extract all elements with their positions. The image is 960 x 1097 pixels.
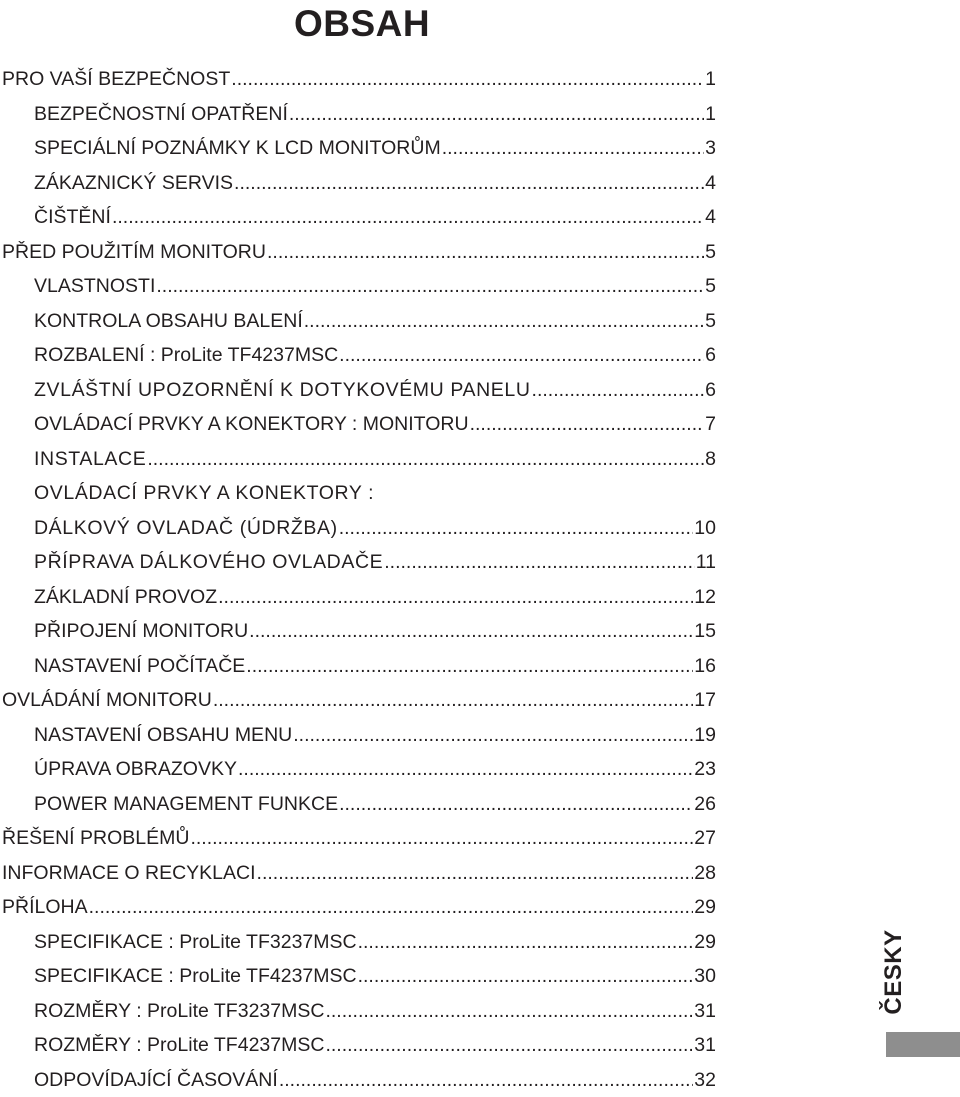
toc-entry-cisteni[interactable] <box>0 200 724 235</box>
dot-leader <box>470 407 705 442</box>
toc-entry-zakladni-provoz[interactable] <box>0 580 724 615</box>
toc-entry-priloha[interactable] <box>0 890 724 925</box>
toc-entry-rozmery-tf3237msc[interactable] <box>0 994 724 1029</box>
toc-entry-label: ČIŠTĚNÍ <box>34 200 111 235</box>
dot-leader <box>156 269 704 304</box>
toc-entry-label: OVLÁDACÍ PRVKY A KONEKTORY : <box>34 476 374 511</box>
toc-entry-page: 5 <box>705 269 724 304</box>
toc-entry-page: 32 <box>694 1063 724 1097</box>
dot-leader <box>532 373 705 408</box>
toc-entry-label: PŘÍPRAVA DÁLKOVÉHO OVLADAČE <box>34 545 383 580</box>
dot-leader <box>279 1063 693 1097</box>
toc-entry-label: SPECIÁLNÍ POZNÁMKY K LCD MONITORŮM <box>34 131 441 166</box>
toc-entry-page: 31 <box>694 1028 724 1063</box>
dot-leader <box>112 200 704 235</box>
toc-entry-label: DÁLKOVÝ OVLADAČ (ÚDRŽBA) <box>34 511 338 546</box>
dot-leader <box>218 580 693 615</box>
toc-entry-uprava-obrazovky[interactable] <box>0 752 724 787</box>
dot-leader <box>325 1028 693 1063</box>
toc-entry-page: 31 <box>694 994 724 1029</box>
language-tab-bar <box>886 1032 960 1057</box>
dot-leader <box>442 131 704 166</box>
dot-leader <box>293 718 693 753</box>
toc-entry-ovladaci-prvky-konektory[interactable] <box>0 476 724 511</box>
toc-entry-page: 6 <box>705 373 724 408</box>
dot-leader <box>339 511 694 546</box>
toc-entry-label: ROZBALENÍ : ProLite TF4237MSC <box>34 338 338 373</box>
toc-entry-label: ZÁKLADNÍ PROVOZ <box>34 580 217 615</box>
toc-entry-label: ŘEŠENÍ PROBLÉMŮ <box>2 821 189 856</box>
toc-entry-label: KONTROLA OBSAHU BALENÍ <box>34 304 303 339</box>
toc-entry-page: 28 <box>694 856 724 891</box>
dot-leader <box>89 890 694 925</box>
toc-entry-label: PŘIPOJENÍ MONITORU <box>34 614 248 649</box>
toc-entry-label: NASTAVENÍ OBSAHU MENU <box>34 718 292 753</box>
toc-entry-page: 4 <box>705 200 724 235</box>
language-tab-label: ČESKY <box>880 929 908 1014</box>
toc-entry-pro-vasi-bezpecnost[interactable] <box>0 62 724 97</box>
toc-entry-vlastnosti[interactable] <box>0 269 724 304</box>
toc-entry-label: PRO VAŠÍ BEZPEČNOST <box>2 62 230 97</box>
dot-leader <box>246 649 693 684</box>
toc-entry-dalkovy-ovladac-udrzba[interactable] <box>0 511 724 546</box>
toc-entry-page: 15 <box>694 614 724 649</box>
toc-entry-pripojeni-monitoru[interactable] <box>0 614 724 649</box>
toc-entry-page: 19 <box>694 718 724 753</box>
toc-entry-nastaveni-obsahu-menu[interactable] <box>0 718 724 753</box>
toc-entry-label: ÚPRAVA OBRAZOVKY <box>34 752 237 787</box>
dot-leader <box>339 787 693 822</box>
toc-entry-label: NASTAVENÍ POČÍTAČE <box>34 649 245 684</box>
page-title: OBSAH <box>0 2 724 46</box>
toc-entry-label: OVLÁDÁNÍ MONITORU <box>2 683 212 718</box>
toc-entry-page: 8 <box>705 442 724 477</box>
toc-entry-zvlastni-upozorneni[interactable] <box>0 373 724 408</box>
toc-entry-page: 12 <box>694 580 724 615</box>
toc-entry-instalace[interactable] <box>0 442 724 477</box>
dot-leader <box>213 683 693 718</box>
language-tab <box>866 924 922 1020</box>
toc-entry-page: 7 <box>705 407 724 442</box>
toc-entry-zakaznicky-servis[interactable] <box>0 166 724 201</box>
dot-leader <box>249 614 693 649</box>
toc-entry-reseni-problemu[interactable] <box>0 821 724 856</box>
toc-entry-nastaveni-pocitace[interactable] <box>0 649 724 684</box>
toc-entry-specifikace-tf4237msc[interactable] <box>0 959 724 994</box>
dot-leader <box>358 925 694 960</box>
toc-entry-label: PŘÍLOHA <box>2 890 88 925</box>
toc-entry-label: INFORMACE O RECYKLACI <box>2 856 256 891</box>
toc-entry-specialni-poznamky[interactable] <box>0 131 724 166</box>
toc-entry-ovladaci-prvky-monitoru[interactable] <box>0 407 724 442</box>
dot-leader <box>304 304 704 339</box>
toc-entry-label: POWER MANAGEMENT FUNKCE <box>34 787 338 822</box>
toc-entry-power-management[interactable] <box>0 787 724 822</box>
toc-entry-priprava-dalkoveho-ovladace[interactable] <box>0 545 724 580</box>
dot-leader <box>238 752 693 787</box>
toc-entry-label: ODPOVÍDAJÍCÍ ČASOVÁNÍ <box>34 1063 278 1097</box>
toc-entry-page: 27 <box>694 821 724 856</box>
dot-leader <box>339 338 704 373</box>
toc-entry-label: ZVLÁŠTNÍ UPOZORNĚNÍ K DOTYKOVÉMU PANELU <box>34 373 531 408</box>
toc-entry-page: 5 <box>705 304 724 339</box>
toc-entry-page: 6 <box>705 338 724 373</box>
toc-entry-label: SPECIFIKACE : ProLite TF3237MSC <box>34 925 357 960</box>
toc-entry-page: 16 <box>694 649 724 684</box>
toc-entry-page: 30 <box>694 959 724 994</box>
toc-entry-label: ROZMĚRY : ProLite TF3237MSC <box>34 994 324 1029</box>
toc-entry-page: 26 <box>694 787 724 822</box>
dot-leader <box>325 994 693 1029</box>
toc-entry-page: 5 <box>705 235 724 270</box>
toc-entry-label: BEZPEČNOSTNÍ OPATŘENÍ <box>34 97 288 132</box>
toc-entry-page: 10 <box>694 511 724 546</box>
toc-entry-label: INSTALACE <box>34 442 146 477</box>
toc-entry-kontrola-obsahu-baleni[interactable] <box>0 304 724 339</box>
dot-leader <box>267 235 704 270</box>
dot-leader <box>257 856 694 891</box>
dot-leader <box>234 166 704 201</box>
dot-leader <box>358 959 694 994</box>
toc-entry-page: 1 <box>705 97 724 132</box>
toc-entry-page: 23 <box>694 752 724 787</box>
toc-entry-label: ROZMĚRY : ProLite TF4237MSC <box>34 1028 324 1063</box>
toc-entry-odpovidajici-casovani[interactable] <box>0 1063 724 1097</box>
dot-leader <box>289 97 704 132</box>
toc-entry-pred-pouzitim-monitoru[interactable] <box>0 235 724 270</box>
toc-entry-ovladani-monitoru[interactable] <box>0 683 724 718</box>
toc-entry-label: PŘED POUŽITÍM MONITORU <box>2 235 266 270</box>
toc-entry-bezpecnostni-opatreni[interactable] <box>0 97 724 132</box>
toc-entry-page: 29 <box>694 925 724 960</box>
toc-entry-rozmery-tf4237msc[interactable] <box>0 1028 724 1063</box>
toc-entry-page: 11 <box>696 545 724 580</box>
dot-leader <box>147 442 704 477</box>
toc-entry-label: OVLÁDACÍ PRVKY A KONEKTORY : MONITORU <box>34 407 469 442</box>
table-of-contents <box>0 62 724 1097</box>
toc-entry-page: 17 <box>694 683 724 718</box>
dot-leader <box>384 545 694 580</box>
toc-entry-page: 4 <box>705 166 724 201</box>
toc-entry-rozbaleni[interactable] <box>0 338 724 373</box>
toc-entry-informace-o-recyklaci[interactable] <box>0 856 724 891</box>
toc-entry-specifikace-tf3237msc[interactable] <box>0 925 724 960</box>
toc-entry-page: 1 <box>705 62 724 97</box>
toc-entry-page: 3 <box>705 131 724 166</box>
dot-leader <box>231 62 704 97</box>
toc-entry-label: ZÁKAZNICKÝ SERVIS <box>34 166 233 201</box>
toc-entry-page: 29 <box>694 890 724 925</box>
toc-entry-label: VLASTNOSTI <box>34 269 155 304</box>
dot-leader <box>190 821 693 856</box>
toc-entry-label: SPECIFIKACE : ProLite TF4237MSC <box>34 959 357 994</box>
